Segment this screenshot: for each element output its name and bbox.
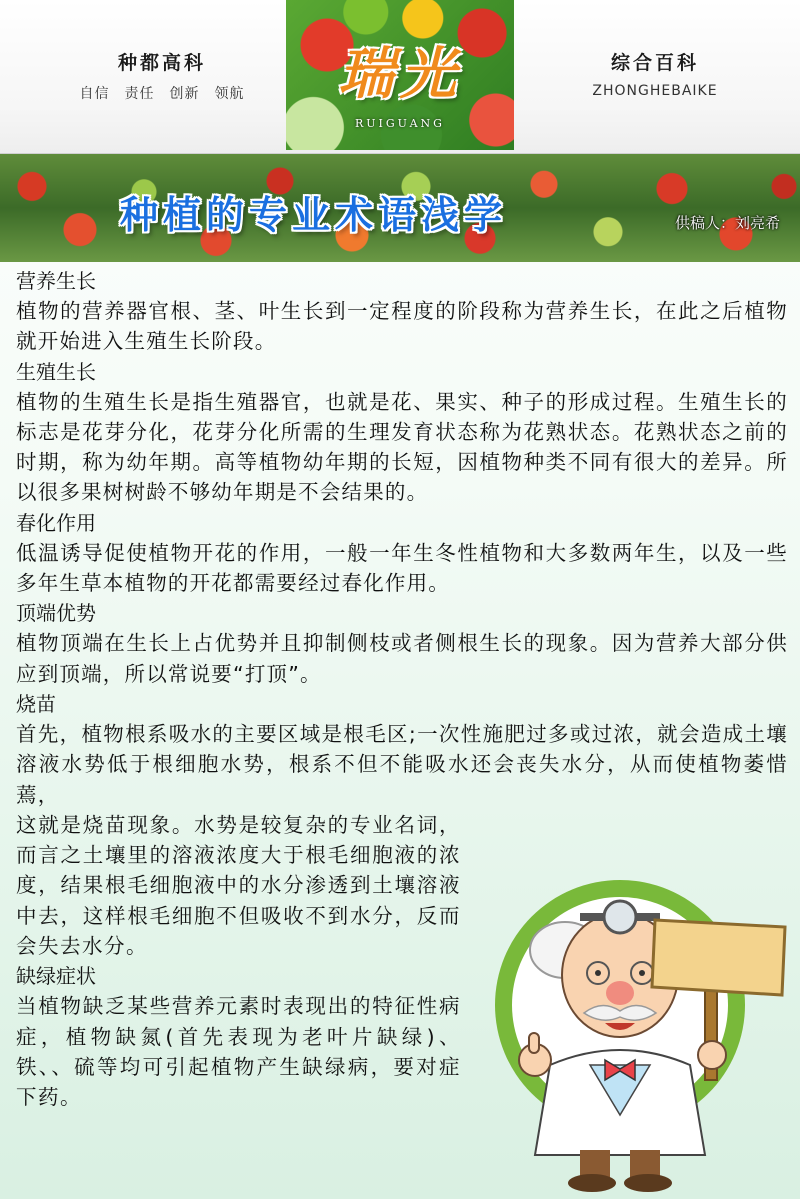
section-title: 顶端优势 bbox=[16, 601, 96, 626]
author-credit: 供稿人：刘亮希 bbox=[674, 214, 780, 232]
section-body: 植物顶端在生长上占优势并且抑制侧枝或者侧根生长的现象。因为营养大部分供应到顶端，所以常说要“打顶”。 bbox=[16, 631, 788, 686]
section-body: 当植物缺乏某些营养元素时表现出的特征性病症，植物缺氮(首先表现为老叶片缺绿)、铁、、硫等均可引起植物产生缺绿病，要对症下药。 bbox=[16, 994, 461, 1110]
section-body: 植物的营养器官根、茎、叶生长到一定程度的阶段称为营养生长，在此之后植物就开始进入生殖生长阶段。 bbox=[16, 299, 788, 354]
section-title: 生殖生长 bbox=[16, 359, 96, 384]
brand-right bbox=[555, 48, 755, 99]
shoe bbox=[568, 1174, 616, 1192]
logo-text: 瑞光 bbox=[338, 41, 462, 107]
head-mirror-icon bbox=[604, 901, 636, 933]
section-body: 植物的生殖生长是指生殖器官，也就是花、果实、种子的形成过程。生殖生长的标志是花芽分化，花芽分化所需的生理发育状态称为花熟状态。花熟状态之前的时期，称为幼年期。高等植物幼年期的长短，因植物种类不同有很大的差异。所以很多果树树龄不够幼年期是不会结果的。 bbox=[16, 389, 788, 505]
wooden-sign bbox=[652, 920, 785, 995]
section-title: 缺绿症状 bbox=[16, 964, 96, 989]
section-body-continued: 这就是烧苗现象。水势是较复杂的专业名词，而言之土壤里的溶液浓度大于根毛细胞液的浓度，结果根毛细胞液中的水分渗透到土壤溶液中去，这样根毛细胞不但吸收不到水分，反而会失去水分。 bbox=[16, 812, 461, 959]
nose bbox=[606, 981, 634, 1005]
header bbox=[0, 0, 800, 154]
brand-left bbox=[62, 48, 262, 103]
shoe bbox=[624, 1174, 672, 1192]
page-title: 种植的专业术语浅学 bbox=[120, 193, 508, 237]
brand-right-title: 综合百科 bbox=[610, 52, 699, 74]
section-title: 营养生长 bbox=[16, 269, 96, 293]
brand-right-subtitle: ZHONGHEBAIKE bbox=[592, 83, 718, 99]
section-body: 首先，植物根系吸水的主要区域是根毛区;一次性施肥过多或过浓，就会造成土壤溶液水势低于根细胞水势，根系不但不能吸水还会丧失水分，从而使植物萎惜蔫， bbox=[16, 721, 788, 807]
section-title: 春化作用 bbox=[16, 510, 96, 535]
logo bbox=[286, 0, 514, 150]
logo-subtext: RUIGUANG bbox=[355, 117, 445, 130]
title-banner bbox=[0, 154, 800, 262]
doctor-illustration bbox=[480, 855, 800, 1195]
brand-left-title: 种都高科 bbox=[117, 52, 206, 74]
section-title: 烧苗 bbox=[16, 691, 56, 716]
brand-left-slogan: 自信 责任 创新 领航 bbox=[79, 86, 245, 102]
section-body: 低温诱导促使植物开花的作用，一般一年生冬性植物和大多数两年生，以及一些多年生草本植物的开花都需要经过春化作用。 bbox=[16, 540, 788, 596]
